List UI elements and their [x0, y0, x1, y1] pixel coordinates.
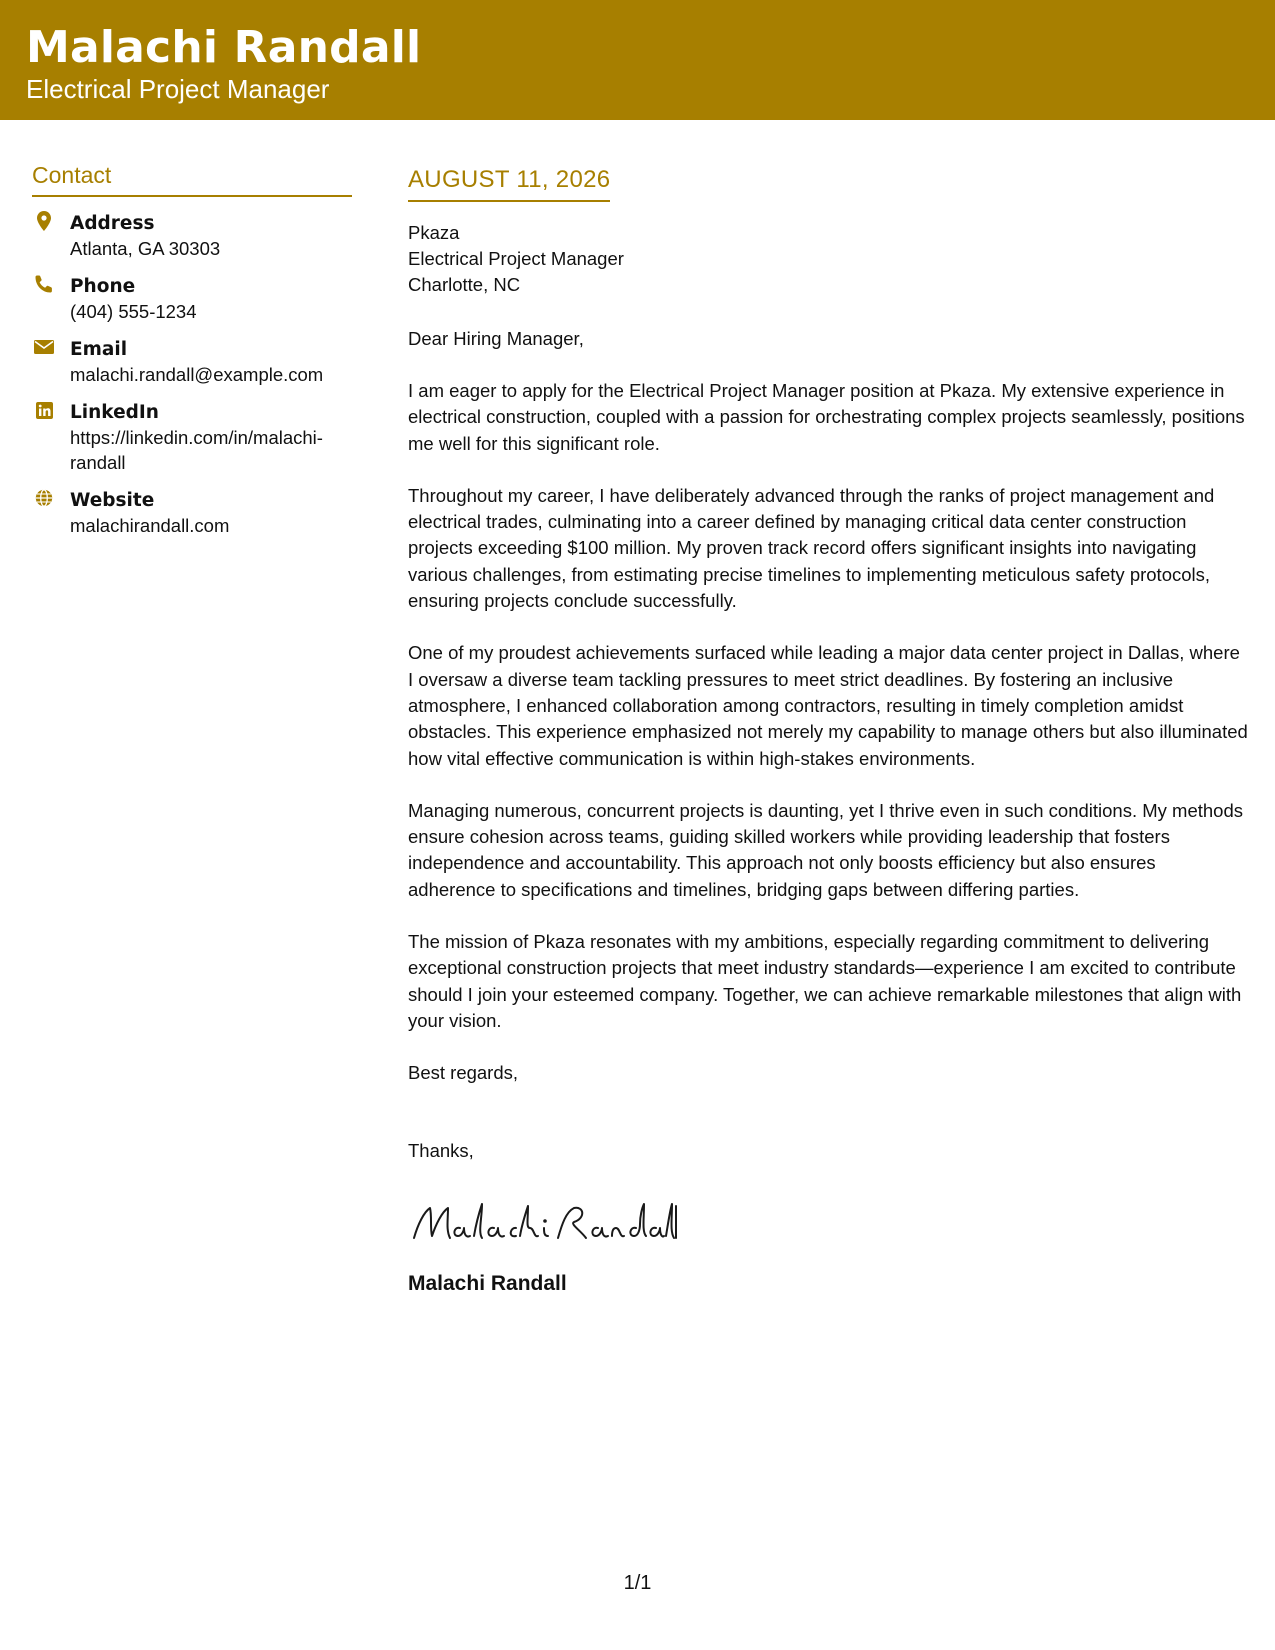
letter-body [408, 166, 1248, 1296]
letter-paragraph: I am eager to apply for the Electrical Project Manager position at Pkaza. My extensive experience in electrical construction, coupled with a passion for orchestrating complex projects seamlessly, positions me well for this significant role. [408, 380, 1245, 454]
contact-address [32, 211, 352, 261]
contact-label: Address [70, 213, 155, 234]
header-banner [0, 0, 1275, 120]
globe-icon [34, 488, 54, 508]
phone-icon [34, 274, 54, 294]
letter-paragraph: Throughout my career, I have deliberately advanced through the ranks of project management and electrical trades, culminating into a career defined by managing critical data center construction projects exceeding $100 million. My proven track record offers significant insights into navigating various challenges, from estimating precise timelines to implementing meticulous safety protocols, ensuring projects conclude successfully. [408, 484, 1215, 612]
recipient-location: Charlotte, NC [408, 274, 521, 295]
handwritten-signature [408, 1194, 1248, 1252]
contact-value: malachi.randall@example.com [70, 364, 324, 385]
salutation: Dear Hiring Manager, [408, 328, 584, 349]
page-number: 1/1 [623, 1572, 652, 1594]
contact-email [32, 337, 352, 387]
signed-name: Malachi Randall [408, 1272, 567, 1296]
contact-phone [32, 274, 352, 324]
letter-thanks: Thanks, [408, 1140, 474, 1162]
contact-value: (404) 555-1234 [70, 301, 197, 322]
contact-label: LinkedIn [70, 402, 159, 423]
letter-closing: Best regards, [408, 1062, 519, 1084]
contact-sidebar [32, 162, 352, 551]
contact-label: Email [70, 339, 128, 360]
recipient-position: Electrical Project Manager [408, 248, 624, 269]
location-pin-icon [34, 211, 54, 231]
recipient-company: Pkaza [408, 222, 460, 243]
letter-date: AUGUST 11, 2026 [408, 166, 610, 202]
contact-value: https://linkedin.com/in/malachi-randall [70, 427, 323, 473]
letter-paragraph: Managing numerous, concurrent projects is daunting, yet I thrive even in such conditions. My methods ensure cohesion across teams, guiding skilled workers while providing leadership that fosters independence and accountability. This approach not only boosts efficiency but also ensures adherence to specifications and timelines, bridging gaps between differing parties. [408, 799, 1243, 900]
contact-linkedin [32, 400, 352, 475]
contact-label: Website [70, 490, 155, 511]
contact-value: Atlanta, GA 30303 [70, 238, 221, 259]
contact-value: malachirandall.com [70, 515, 230, 536]
letter-paragraph: One of my proudest achievements surfaced while leading a major data center project in Dallas, where I oversaw a diverse team tackling pressures to meet strict deadlines. By fostering an inclusive atmosphere, I enhanced collaboration among contractors, resulting in timely completion amidst obstacles. This experience emphasized not merely my capability to manage others but also illuminated how vital effective communication is within high-stakes environments. [408, 642, 1248, 769]
recipient-block [408, 220, 1248, 298]
letter-paragraph: The mission of Pkaza resonates with my ambitions, especially regarding commitment to delivering exceptional construction projects that meet industry standards—experience I am excited to contribute should I join your esteemed company. Together, we can achieve remarkable milestones that align with your vision. [408, 931, 1242, 1031]
linkedin-icon [34, 400, 54, 420]
applicant-name: Malachi Randall [26, 22, 422, 73]
applicant-role: Electrical Project Manager [26, 74, 330, 104]
contact-website [32, 488, 352, 538]
contact-label: Phone [70, 276, 136, 297]
envelope-icon [34, 337, 54, 357]
contact-section-title: Contact [32, 162, 352, 197]
